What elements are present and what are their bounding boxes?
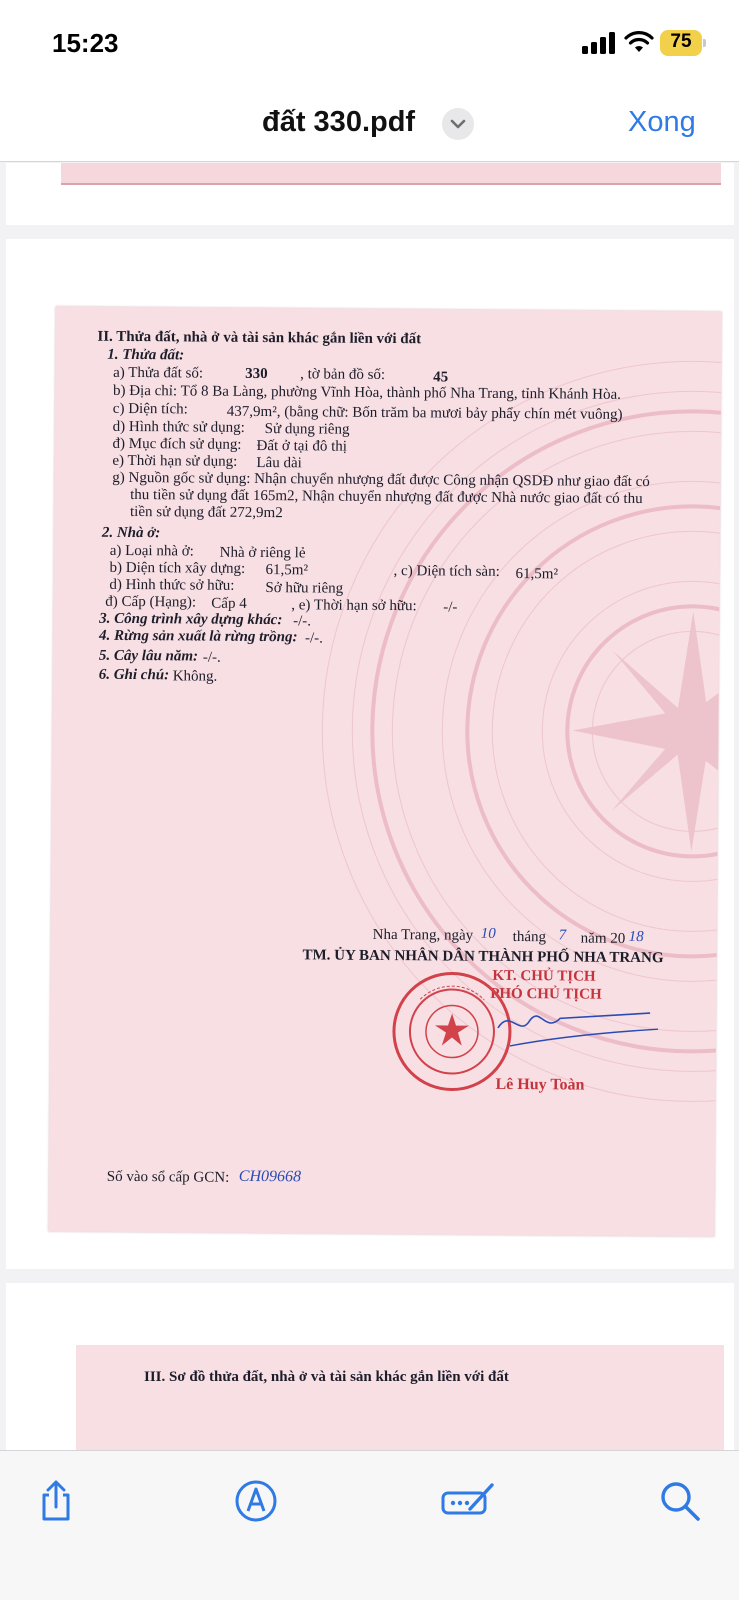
pdf-page-current xyxy=(6,239,734,1269)
wifi-icon xyxy=(624,30,654,54)
registry-number: CH09668 xyxy=(238,1167,302,1186)
certificate-text xyxy=(48,306,721,1236)
land-area-value: 437,9m², (bằng chữ: Bốn trăm ba mươi bảy phẩy chín mét vuông) xyxy=(226,403,623,423)
bottom-toolbar xyxy=(0,1450,739,1600)
house-type-value: Nhà ở riêng lẻ xyxy=(219,544,306,562)
land-origin-line-3: tiền sử dụng đất 272,9m2 xyxy=(129,503,283,522)
house-floor-area-value: 61,5m² xyxy=(515,566,559,583)
house-type-label: a) Loại nhà ở: xyxy=(109,542,194,560)
land-use-form-label: d) Hình thức sử dụng: xyxy=(112,418,245,436)
signer-name: Lê Huy Toàn xyxy=(495,1075,585,1094)
land-map-label: , tờ bản đồ số: xyxy=(300,366,386,383)
pdf-page-next xyxy=(6,1283,734,1450)
land-purpose-value: Đất ở tại đô thị xyxy=(256,437,348,455)
house-heading: 2. Nhà ở: xyxy=(101,524,161,542)
date-day: 10 xyxy=(480,925,496,942)
status-time: 15:23 xyxy=(52,28,119,58)
fill-and-sign-button[interactable] xyxy=(440,1477,500,1525)
search-icon xyxy=(656,1477,704,1525)
status-bar xyxy=(0,0,739,90)
markup-button[interactable] xyxy=(232,1477,280,1525)
section-title: II. Thửa đất, nhà ở và tài sản khác gắn liền với đất xyxy=(97,328,422,348)
certificate-page xyxy=(48,306,721,1236)
date-month: 7 xyxy=(558,927,567,944)
date-year-label: năm 20 xyxy=(580,930,626,947)
house-grade-label: đ) Cấp (Hạng): xyxy=(105,593,197,611)
signer-role-2: PHÓ CHỦ TỊCH xyxy=(490,985,602,1003)
signer-role-1: KT. CHỦ TỊCH xyxy=(492,967,596,985)
other-works-label: 3. Công trình xây dựng khác: xyxy=(99,610,283,629)
land-map-number: 45 xyxy=(433,369,449,386)
issuing-authority: TM. ỦY BAN NHÂN DÂN THÀNH PHỐ NHA TRANG xyxy=(302,947,664,967)
battery-icon xyxy=(660,30,706,56)
land-term-value: Lâu dài xyxy=(256,454,302,472)
done-button[interactable]: Xong xyxy=(628,106,696,138)
next-section-title: III. Sơ đồ thửa đất, nhà ở và tài sản khác gắn liền với đất xyxy=(144,1369,509,1385)
date-place: Nha Trang, ngày xyxy=(372,926,474,944)
date-year: 18 xyxy=(628,928,644,946)
land-parcel-number: 330 xyxy=(245,365,268,383)
date-month-label: tháng xyxy=(512,929,547,946)
house-ownership-value: Sở hữu riêng xyxy=(265,580,344,597)
registry-label: Số vào sổ cấp GCN: xyxy=(106,1168,230,1186)
house-grade-value: Cấp 4 xyxy=(211,595,247,612)
land-purpose-label: đ) Mục đích sử dụng: xyxy=(112,435,242,453)
other-works-value: -/-. xyxy=(293,613,312,630)
signature-scribble-icon xyxy=(490,998,660,1059)
chevron-down-icon xyxy=(442,108,474,140)
document-scroll-view[interactable] xyxy=(0,163,739,1450)
house-floor-area-label: , c) Diện tích sàn: xyxy=(393,563,500,580)
forest-value: -/-. xyxy=(304,630,324,647)
note-value: Không. xyxy=(172,668,218,685)
house-term-label: , e) Thời hạn sở hữu: xyxy=(291,597,417,615)
perennial-label: 5. Cây lâu năm: xyxy=(98,647,199,665)
signature-icon xyxy=(440,1477,500,1525)
next-certificate-page xyxy=(76,1345,724,1450)
pdf-page-previous xyxy=(6,163,734,225)
perennial-value: -/-. xyxy=(202,649,221,666)
house-ownership-label: d) Hình thức sở hữu: xyxy=(109,576,235,594)
forest-label: 4. Rừng sản xuất là rừng trồng: xyxy=(98,627,298,646)
title-menu-button[interactable] xyxy=(442,108,474,140)
land-parcel-label: a) Thửa đất số: xyxy=(113,364,204,382)
share-icon xyxy=(32,1477,80,1525)
house-built-area-value: 61,5m² xyxy=(265,562,309,579)
land-heading: 1. Thửa đất: xyxy=(107,346,185,364)
land-use-form-value: Sử dụng riêng xyxy=(264,421,350,438)
land-address: b) Địa chỉ: Tổ 8 Ba Làng, phường Vĩnh Hòa, thành phố Nha Trang, tỉnh Khánh Hòa. xyxy=(112,382,621,403)
cellular-signal-icon xyxy=(582,32,618,54)
land-origin-line-1: g) Nguồn gốc sử dụng: Nhận chuyển nhượng đất được Công nhận QSDĐ như giao đất có xyxy=(112,469,650,491)
land-term-label: e) Thời hạn sử dụng: xyxy=(112,452,238,470)
house-term-value: -/- xyxy=(443,599,458,616)
note-label: 6. Ghi chú: xyxy=(98,666,170,684)
house-built-area-label: b) Diện tích xây dựng: xyxy=(109,559,246,577)
previous-page-paper xyxy=(61,163,721,185)
share-button[interactable] xyxy=(32,1477,80,1525)
nav-bar xyxy=(0,90,739,162)
land-origin-line-2: thu tiền sử dụng đất 165m2, Nhận chuyển nhượng đất được Nhà nước giao đất có thu xyxy=(130,486,643,508)
search-button[interactable] xyxy=(656,1477,704,1525)
land-area-label: c) Diện tích: xyxy=(112,400,188,418)
document-title[interactable]: đất 330.pdf xyxy=(262,106,416,138)
battery-cap xyxy=(703,39,706,47)
battery-percent: 75 xyxy=(670,31,692,52)
markup-icon xyxy=(232,1477,280,1525)
